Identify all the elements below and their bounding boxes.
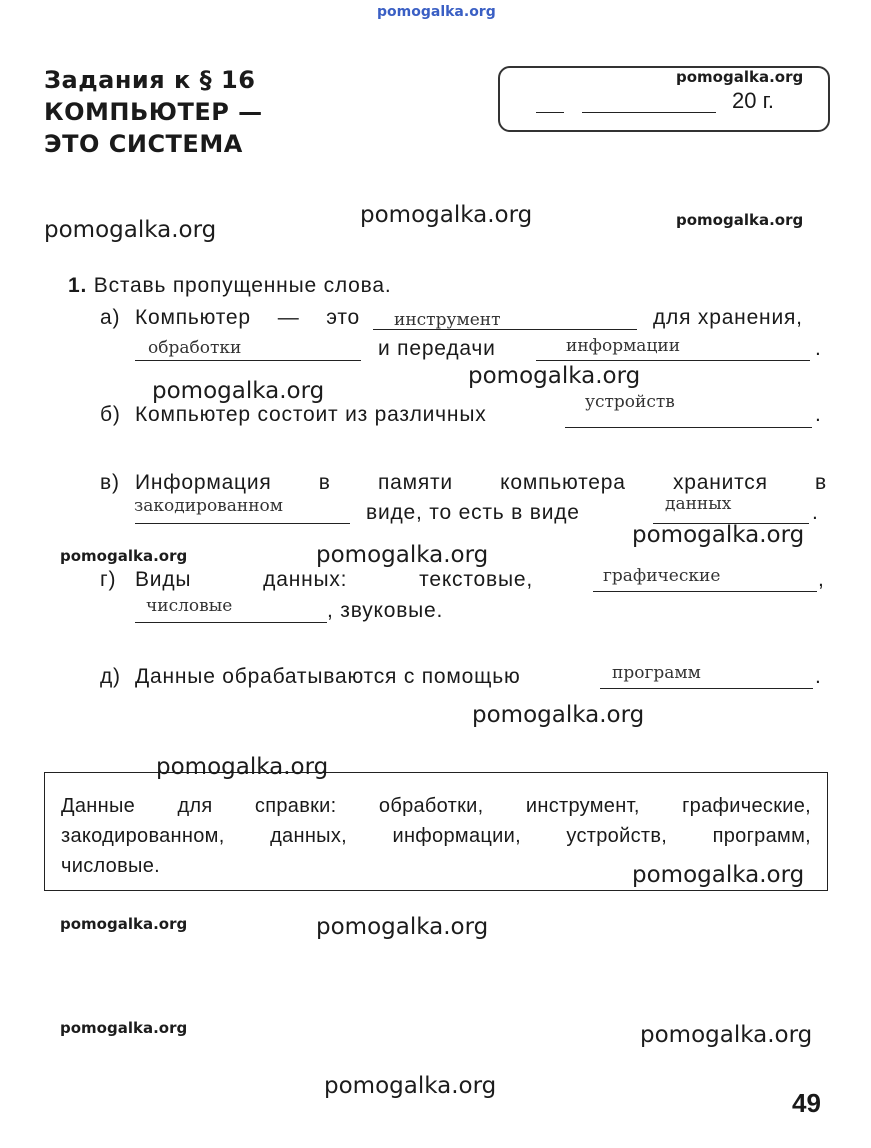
item-g-tail: , звуковые.: [327, 599, 444, 622]
item-v-end: .: [812, 501, 819, 524]
answer-a2: обработки: [148, 338, 242, 358]
item-g-word: Виды: [135, 568, 192, 591]
item-g-line-1: [135, 568, 533, 592]
blank-b[interactable]: [565, 427, 812, 428]
reference-word: устройств,: [566, 825, 668, 847]
reference-line-2: [61, 821, 811, 851]
answer-a3: информации: [566, 336, 681, 356]
reference-word: Данные: [61, 795, 136, 817]
watermark: pomogalka.org: [156, 754, 329, 780]
date-year: 20 г.: [732, 88, 775, 113]
task-1-instruction: [68, 274, 392, 298]
reference-word: справки:: [254, 795, 337, 817]
item-d-end: .: [815, 665, 822, 688]
reference-word: графические,: [682, 795, 811, 817]
blank-a3[interactable]: [536, 360, 810, 361]
item-v-label: в): [100, 471, 120, 494]
item-g-comma: ,: [818, 568, 825, 591]
watermark: pomogalka.org: [632, 522, 805, 548]
item-g-label: г): [100, 568, 117, 591]
date-day-line: [536, 112, 564, 113]
watermark: pomogalka.org: [60, 915, 188, 933]
item-a-word: это: [326, 306, 360, 329]
reference-word: инструмент,: [525, 795, 640, 817]
item-b-text: Компьютер состоит из различных: [135, 403, 487, 426]
watermark: pomogalka.org: [44, 217, 217, 243]
item-a-start: [135, 306, 360, 330]
blank-d[interactable]: [600, 688, 813, 689]
section-title-line-1: Задания к § 16: [44, 66, 256, 94]
blank-v1[interactable]: [135, 523, 350, 524]
reference-word: обработки,: [378, 795, 484, 817]
answer-d: программ: [612, 663, 701, 683]
reference-word: данных,: [270, 825, 347, 847]
item-v-word: памяти: [377, 471, 453, 494]
item-a-end: .: [815, 337, 822, 360]
watermark: pomogalka.org: [640, 1022, 813, 1048]
item-a-after: для хранения,: [653, 306, 803, 329]
watermark: pomogalka.org: [468, 363, 641, 389]
answer-a1: инструмент: [394, 310, 501, 330]
answer-g2: числовые: [146, 596, 233, 616]
section-title: [44, 64, 263, 160]
watermark: pomogalka.org: [676, 68, 804, 86]
item-g-word: данных:: [263, 568, 348, 591]
watermark: pomogalka.org: [152, 378, 325, 404]
item-v-word: компьютера: [500, 471, 626, 494]
answer-b: устройств: [585, 392, 675, 412]
watermark: pomogalka.org: [472, 702, 645, 728]
blank-g2[interactable]: [135, 622, 327, 623]
item-v-line-1: [135, 471, 827, 495]
watermark: pomogalka.org: [676, 211, 804, 229]
page-number: 49: [792, 1088, 821, 1118]
answer-v1: закодированном: [134, 496, 284, 516]
watermark: pomogalka.org: [316, 914, 489, 940]
reference-word: информации,: [392, 825, 521, 847]
item-a-word: —: [277, 306, 300, 329]
watermark: pomogalka.org: [324, 1073, 497, 1099]
item-a-label: а): [100, 306, 121, 329]
watermark: pomogalka.org: [360, 202, 533, 228]
watermark: pomogalka.org: [60, 547, 188, 565]
section-title-line-2: КОМПЬЮТЕР —: [44, 98, 263, 126]
watermark: pomogalka.org: [60, 1019, 188, 1037]
reference-word: закодированном,: [61, 825, 225, 847]
item-v-mid: виде, то есть в виде: [366, 501, 580, 524]
blank-g1[interactable]: [593, 591, 817, 592]
date-month-line: [582, 112, 716, 113]
reference-word: программ,: [712, 825, 811, 847]
item-v-word: хранится: [672, 471, 768, 494]
task-number: 1.: [68, 274, 88, 297]
watermark: pomogalka.org: [632, 862, 805, 888]
watermark: pomogalka.org: [377, 4, 496, 20]
watermark: pomogalka.org: [316, 542, 489, 568]
item-a-mid: и передачи: [378, 337, 496, 360]
reference-line-3: числовые.: [61, 855, 160, 877]
item-d-text: Данные обрабатываются с помощью: [135, 665, 521, 688]
answer-v2: данных: [665, 494, 732, 514]
item-v-word: Информация: [135, 471, 272, 494]
answer-g1: графические: [603, 566, 721, 586]
item-v-word: в: [814, 471, 827, 494]
item-v-word: в: [318, 471, 331, 494]
blank-a2[interactable]: [135, 360, 361, 361]
item-a-word: Компьютер: [135, 306, 251, 329]
section-title-line-3: ЭТО СИСТЕМА: [44, 130, 243, 158]
reference-word: для: [177, 795, 213, 817]
reference-line-1: [61, 791, 811, 821]
item-g-word: текстовые,: [419, 568, 533, 591]
task-instruction-text: Вставь пропущенные слова.: [93, 274, 392, 297]
item-d-label: д): [100, 665, 121, 688]
item-b-label: б): [100, 403, 121, 426]
item-b-end: .: [815, 403, 822, 426]
